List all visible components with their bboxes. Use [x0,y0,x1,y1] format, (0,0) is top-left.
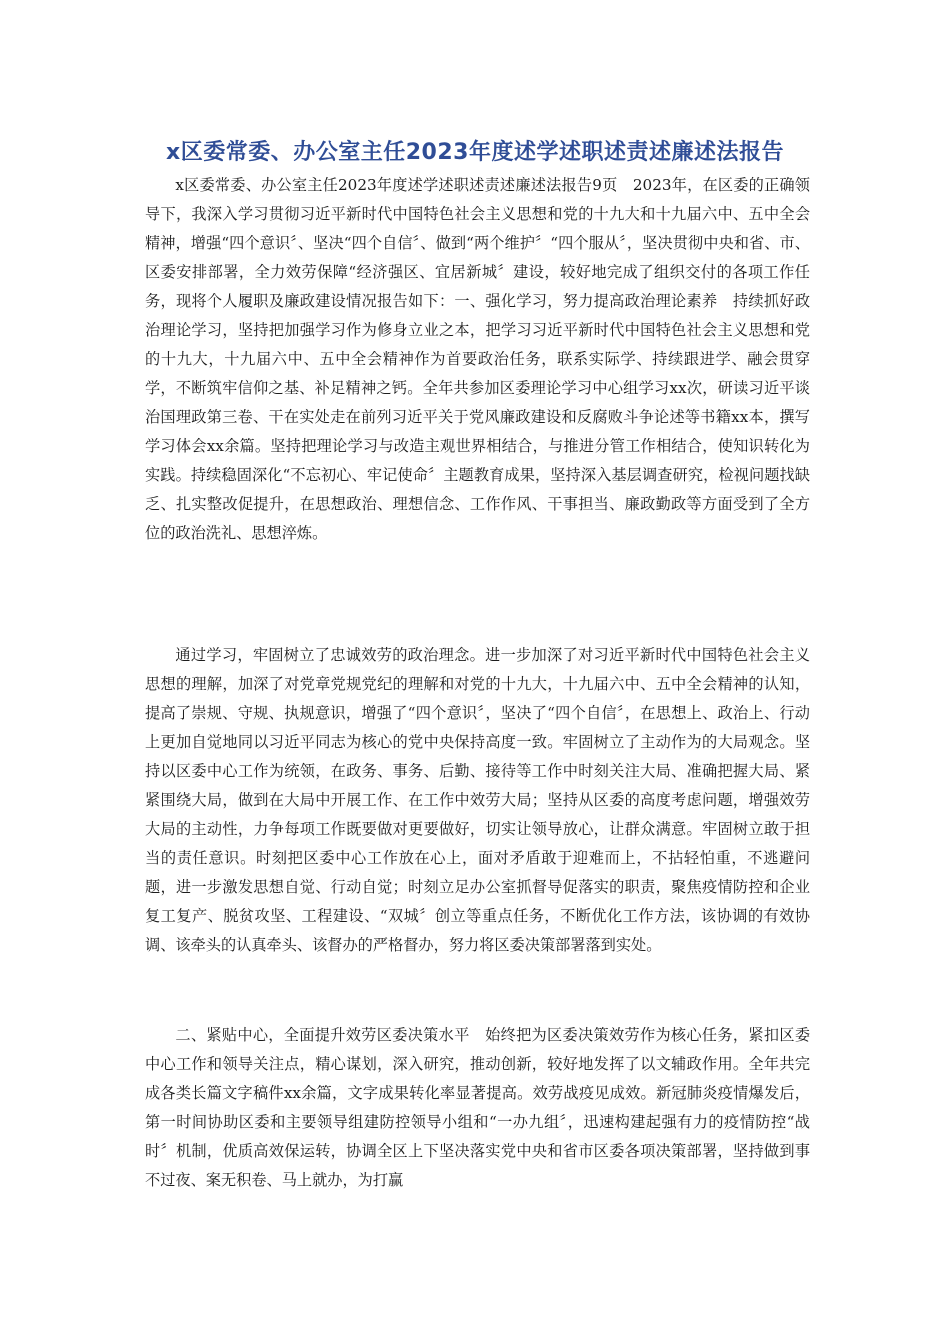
paragraph-1: x区委常委、办公室主任2023年度述学述职述责述廉述法报告9页 2023年，在区委的正确领导下，我深入学习贯彻习近平新时代中国特色社会主义思想和党的十九大和十九届六中、五中全会精神，增强“四个意识〞、坚决“四个自信〞、做到“两个维护〞“四个服从〞，坚决贯彻中央和省、市、区委安排部署，全力效劳保障“经济强区、宜居新城〞建设，较好地完成了组织交付的各项工作任务，现将个人履职及廉政建设情况报告如下：一、强化学习，努力提高政治理论素养 持续抓好政治理论学习，坚持把加强学习作为修身立业之本，把学习习近平新时代中国特色社会主义思想和党的十九大，十九届六中、五中全会精神作为首要政治任务，联系实际学、持续跟进学、融会贯穿学，不断筑牢信仰之基、补足精神之钙。全年共参加区委理论学习中心组学习xx次，研读习近平谈治国理政第三卷、干在实处走在前列习近平关于党风廉政建设和反腐败斗争论述等书籍xx本，撰写学习体会xx余篇。坚持把理论学习与改造主观世界相结合，与推进分管工作相结合，使知识转化为实践。持续稳固深化“不忘初心、牢记使命〞主题教育成果，坚持深入基层调查研究，检视问题找缺乏、扎实整改促提升，在思想政治、理想信念、工作作风、干事担当、廉政勤政等方面受到了全方位的政治洗礼、思想淬炼。 [145,176,810,542]
paragraph-2: 通过学习，牢固树立了忠诚效劳的政治理念。进一步加深了对习近平新时代中国特色社会主义思想的理解，加深了对党章党规党纪的理解和对党的十九大，十九届六中、五中全会精神的认知，提高了崇规、守规、执规意识，增强了“四个意识〞，坚决了“四个自信〞，在思想上、政治上、行动上更加自觉地同以习近平同志为核心的党中央保持高度一致。牢固树立了主动作为的大局观念。坚持以区委中心工作为统领，在政务、事务、后勤、接待等工作中时刻关注大局、准确把握大局、紧紧围绕大局，做到在大局中开展工作、在工作中效劳大局；坚持从区委的高度考虑问题，增强效劳大局的主动性，力争每项工作既要做对更要做好，切实让领导放心，让群众满意。牢固树立敢于担当的责任意识。时刻把区委中心工作放在心上，面对矛盾敢于迎难而上，不拈轻怕重，不逃避问题，进一步激发思想自觉、行动自觉；时刻立足办公室抓督导促落实的职责，聚焦疫情防控和企业复工复产、脱贫攻坚、工程建设、“双城〞创立等重点任务，不断优化工作方法，该协调的有效协调、该牵头的认真牵头、该督办的严格督办，努力将区委决策部署落到实处。 [145,646,810,954]
paragraph-3: 二、紧贴中心，全面提升效劳区委决策水平 始终把为区委决策效劳作为核心任务，紧扣区委中心工作和领导关注点，精心谋划，深入研究，推动创新，较好地发挥了以文辅政作用。全年共完成各类长篇文字稿件xx余篇，文字成果转化率显著提高。效劳战疫见成效。新冠肺炎疫情爆发后，第一时间协助区委和主要领导组建防控领导小组和“一办九组〞，迅速构建起强有力的疫情防控“战时〞机制，优质高效保运转，协调全区上下坚决落实党中央和省市区委各项决策部署，坚持做到事不过夜、案无积卷、马上就办，为打赢 [145,1026,810,1189]
document-title: x区委常委、办公室主任2023年度述学述职述责述廉述法报告 [166,140,784,165]
